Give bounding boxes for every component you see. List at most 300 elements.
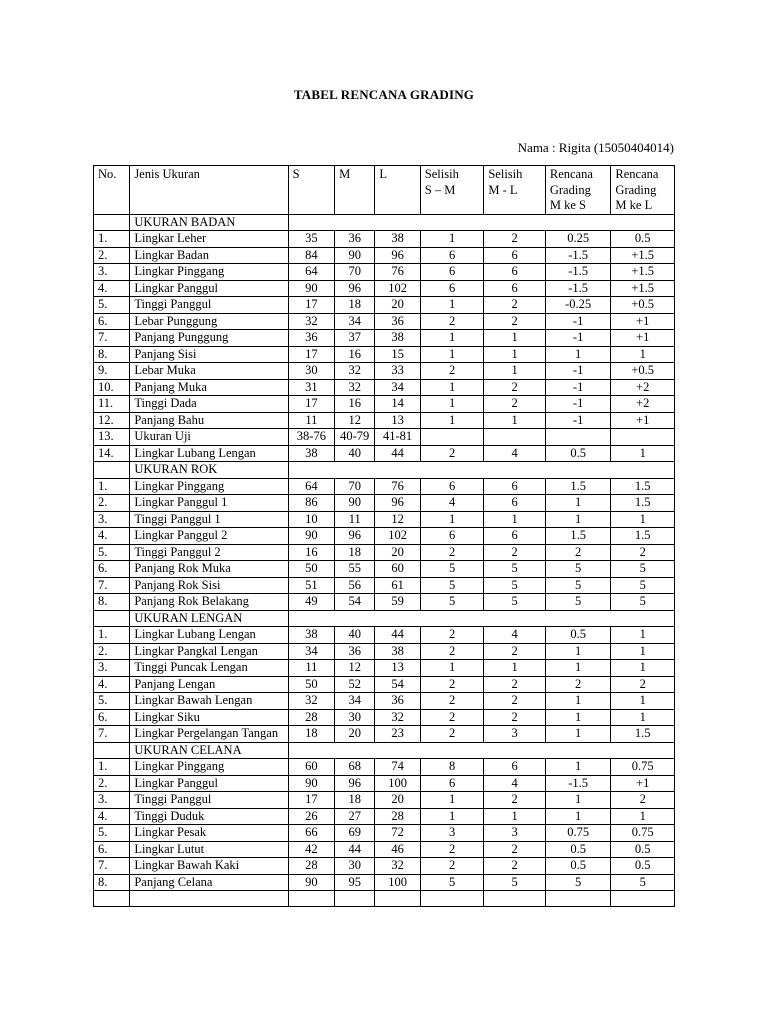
cell-no: 1. bbox=[94, 231, 130, 248]
cell-no: 1. bbox=[94, 759, 130, 776]
cell-m: 70 bbox=[335, 478, 375, 495]
cell-l: 44 bbox=[375, 445, 420, 462]
cell-no: 6. bbox=[94, 841, 130, 858]
table-row bbox=[94, 759, 675, 776]
table-row bbox=[94, 363, 675, 380]
section-filler-cell bbox=[288, 742, 674, 759]
cell-l: 20 bbox=[375, 297, 420, 314]
cell-selisih-sm: 2 bbox=[420, 858, 484, 875]
cell-selisih-sm: 1 bbox=[420, 379, 484, 396]
section-filler-cell bbox=[288, 462, 674, 479]
cell-selisih-sm: 2 bbox=[420, 313, 484, 330]
cell-selisih-sm: 1 bbox=[420, 808, 484, 825]
cell-rencana-s: 1 bbox=[545, 511, 611, 528]
cell-no: 3. bbox=[94, 660, 130, 677]
cell-jenis: Lingkar Pinggang bbox=[130, 478, 288, 495]
header-selisih-m-l: Selisih M - L bbox=[484, 166, 546, 215]
cell-s: 11 bbox=[288, 660, 334, 677]
cell-l: 74 bbox=[375, 759, 420, 776]
cell-s: 60 bbox=[288, 759, 334, 776]
cell-rencana-l: 5 bbox=[611, 561, 675, 578]
cell-jenis: Lingkar Lubang Lengan bbox=[130, 445, 288, 462]
cell-selisih-ml: 4 bbox=[484, 445, 546, 462]
cell-s: 17 bbox=[288, 396, 334, 413]
cell-jenis: Lingkar Badan bbox=[130, 247, 288, 264]
cell-m: 11 bbox=[335, 511, 375, 528]
cell-l: 61 bbox=[375, 577, 420, 594]
cell-rencana-s: 1 bbox=[545, 660, 611, 677]
cell-rencana-l: 0.5 bbox=[611, 841, 675, 858]
table-row bbox=[94, 825, 675, 842]
cell-rencana-s: 1 bbox=[545, 759, 611, 776]
grading-table bbox=[93, 165, 675, 907]
section-no-cell bbox=[94, 610, 130, 627]
cell-m: 54 bbox=[335, 594, 375, 611]
cell-selisih-ml: 1 bbox=[484, 808, 546, 825]
cell-selisih-ml: 5 bbox=[484, 874, 546, 891]
table-row bbox=[94, 264, 675, 281]
cell-l: 96 bbox=[375, 247, 420, 264]
cell-selisih-sm: 8 bbox=[420, 759, 484, 776]
table-row bbox=[94, 561, 675, 578]
cell-s: 31 bbox=[288, 379, 334, 396]
cell-rencana-s: -1 bbox=[545, 313, 611, 330]
cell-l: 33 bbox=[375, 363, 420, 380]
cell-selisih-sm: 4 bbox=[420, 495, 484, 512]
cell-rencana-s: 1.5 bbox=[545, 478, 611, 495]
cell-m: 90 bbox=[335, 495, 375, 512]
cell-rencana-l: 1.5 bbox=[611, 478, 675, 495]
cell-rencana-l: +1 bbox=[611, 330, 675, 347]
cell-no: 10. bbox=[94, 379, 130, 396]
cell-no: 3. bbox=[94, 264, 130, 281]
cell-jenis: Tinggi Panggul bbox=[130, 297, 288, 314]
cell-rencana-l: 2 bbox=[611, 676, 675, 693]
cell-m: 52 bbox=[335, 676, 375, 693]
cell-selisih-sm: 2 bbox=[420, 643, 484, 660]
cell-rencana-l: 2 bbox=[611, 544, 675, 561]
cell-m: 16 bbox=[335, 396, 375, 413]
cell-selisih-sm: 6 bbox=[420, 775, 484, 792]
cell-m: 56 bbox=[335, 577, 375, 594]
cell-s: 36 bbox=[288, 330, 334, 347]
cell-l: 23 bbox=[375, 726, 420, 743]
cell-jenis: Lingkar Panggul bbox=[130, 775, 288, 792]
cell-selisih-ml: 1 bbox=[484, 363, 546, 380]
cell-selisih-ml: 2 bbox=[484, 231, 546, 248]
cell-s: 64 bbox=[288, 264, 334, 281]
cell-rencana-s: 1 bbox=[545, 346, 611, 363]
cell-no: 14. bbox=[94, 445, 130, 462]
cell-rencana-l: 0.75 bbox=[611, 759, 675, 776]
cell-m: 90 bbox=[335, 247, 375, 264]
cell-jenis: Tinggi Duduk bbox=[130, 808, 288, 825]
table-row bbox=[94, 379, 675, 396]
cell-selisih-sm: 6 bbox=[420, 247, 484, 264]
cell-selisih-sm: 2 bbox=[420, 544, 484, 561]
cell-rencana-s: -1.5 bbox=[545, 280, 611, 297]
cell-jenis: Tinggi Puncak Lengan bbox=[130, 660, 288, 677]
table-row bbox=[94, 709, 675, 726]
cell-rencana-l: 1 bbox=[611, 627, 675, 644]
table-row bbox=[94, 808, 675, 825]
cell-s: 49 bbox=[288, 594, 334, 611]
cell-m: 96 bbox=[335, 280, 375, 297]
cell-rencana-l: 1 bbox=[611, 643, 675, 660]
cell-m: 34 bbox=[335, 693, 375, 710]
cell-jenis: Tinggi Panggul bbox=[130, 792, 288, 809]
cell-m: 30 bbox=[335, 709, 375, 726]
cell-s: 28 bbox=[288, 709, 334, 726]
header-row bbox=[94, 166, 675, 215]
cell-m: 36 bbox=[335, 643, 375, 660]
cell-m: 18 bbox=[335, 297, 375, 314]
cell-selisih-ml: 2 bbox=[484, 676, 546, 693]
cell-selisih-sm: 2 bbox=[420, 676, 484, 693]
cell-selisih-ml: 1 bbox=[484, 412, 546, 429]
table-row bbox=[94, 775, 675, 792]
cell-rencana-s: -1 bbox=[545, 412, 611, 429]
cell-selisih-ml: 2 bbox=[484, 709, 546, 726]
cell-l: 34 bbox=[375, 379, 420, 396]
cell-no: 5. bbox=[94, 693, 130, 710]
cell-rencana-s: 1 bbox=[545, 726, 611, 743]
cell-jenis: Panjang Punggung bbox=[130, 330, 288, 347]
cell-l: 38 bbox=[375, 231, 420, 248]
cell-selisih-ml: 5 bbox=[484, 561, 546, 578]
cell-selisih-sm: 1 bbox=[420, 660, 484, 677]
cell-l: 46 bbox=[375, 841, 420, 858]
header-jenis-ukuran: Jenis Ukuran bbox=[130, 166, 288, 215]
cell-selisih-sm: 1 bbox=[420, 792, 484, 809]
cell-rencana-s bbox=[545, 429, 611, 446]
cell-selisih-sm: 1 bbox=[420, 346, 484, 363]
student-name: Nama : Rigita (15050404014) bbox=[517, 140, 674, 155]
table-row bbox=[94, 643, 675, 660]
cell-selisih-sm: 5 bbox=[420, 577, 484, 594]
cell-rencana-l: +2 bbox=[611, 396, 675, 413]
cell-selisih-sm: 6 bbox=[420, 478, 484, 495]
table-row bbox=[94, 726, 675, 743]
cell-s: 16 bbox=[288, 544, 334, 561]
empty-cell bbox=[484, 891, 546, 907]
cell-m: 96 bbox=[335, 775, 375, 792]
cell-m: 40-79 bbox=[335, 429, 375, 446]
cell-m: 16 bbox=[335, 346, 375, 363]
empty-cell bbox=[611, 891, 675, 907]
cell-rencana-l: +1.5 bbox=[611, 264, 675, 281]
empty-cell bbox=[375, 891, 420, 907]
cell-no: 6. bbox=[94, 313, 130, 330]
cell-rencana-l: +1 bbox=[611, 775, 675, 792]
cell-s: 17 bbox=[288, 297, 334, 314]
cell-selisih-ml: 2 bbox=[484, 396, 546, 413]
cell-no: 3. bbox=[94, 511, 130, 528]
cell-selisih-ml: 1 bbox=[484, 660, 546, 677]
cell-l: 102 bbox=[375, 528, 420, 545]
empty-cell bbox=[420, 891, 484, 907]
cell-rencana-s: -1.5 bbox=[545, 775, 611, 792]
cell-rencana-l: 5 bbox=[611, 594, 675, 611]
section-title: UKURAN BADAN bbox=[130, 214, 288, 231]
cell-s: 84 bbox=[288, 247, 334, 264]
cell-no: 7. bbox=[94, 577, 130, 594]
cell-selisih-ml: 2 bbox=[484, 643, 546, 660]
cell-jenis: Lebar Muka bbox=[130, 363, 288, 380]
table-row bbox=[94, 577, 675, 594]
cell-rencana-l: 1.5 bbox=[611, 528, 675, 545]
cell-s: 17 bbox=[288, 792, 334, 809]
cell-no: 7. bbox=[94, 330, 130, 347]
table-row bbox=[94, 627, 675, 644]
cell-m: 20 bbox=[335, 726, 375, 743]
cell-selisih-sm: 5 bbox=[420, 594, 484, 611]
cell-m: 70 bbox=[335, 264, 375, 281]
cell-m: 68 bbox=[335, 759, 375, 776]
empty-row bbox=[94, 891, 675, 907]
cell-s: 11 bbox=[288, 412, 334, 429]
section-row bbox=[94, 610, 675, 627]
cell-rencana-s: 0.5 bbox=[545, 841, 611, 858]
cell-l: 14 bbox=[375, 396, 420, 413]
cell-selisih-ml: 6 bbox=[484, 495, 546, 512]
cell-no: 4. bbox=[94, 808, 130, 825]
table-row bbox=[94, 297, 675, 314]
cell-s: 90 bbox=[288, 874, 334, 891]
table-row bbox=[94, 511, 675, 528]
cell-selisih-sm: 2 bbox=[420, 726, 484, 743]
cell-s: 86 bbox=[288, 495, 334, 512]
cell-no: 3. bbox=[94, 792, 130, 809]
cell-no: 5. bbox=[94, 825, 130, 842]
table-row bbox=[94, 412, 675, 429]
cell-selisih-ml: 2 bbox=[484, 544, 546, 561]
cell-l: 13 bbox=[375, 660, 420, 677]
cell-jenis: Tinggi Dada bbox=[130, 396, 288, 413]
cell-selisih-ml: 2 bbox=[484, 841, 546, 858]
cell-l: 72 bbox=[375, 825, 420, 842]
section-row bbox=[94, 214, 675, 231]
cell-s: 50 bbox=[288, 561, 334, 578]
table-row bbox=[94, 660, 675, 677]
cell-rencana-s: 1 bbox=[545, 792, 611, 809]
cell-l: 13 bbox=[375, 412, 420, 429]
cell-m: 12 bbox=[335, 660, 375, 677]
cell-rencana-s: -1 bbox=[545, 330, 611, 347]
cell-rencana-l: 1 bbox=[611, 709, 675, 726]
cell-jenis: Lingkar Pesak bbox=[130, 825, 288, 842]
table-row bbox=[94, 528, 675, 545]
section-title: UKURAN ROK bbox=[130, 462, 288, 479]
cell-m: 32 bbox=[335, 363, 375, 380]
cell-rencana-s: 0.5 bbox=[545, 445, 611, 462]
cell-selisih-ml: 2 bbox=[484, 297, 546, 314]
cell-rencana-s: -1.5 bbox=[545, 264, 611, 281]
cell-selisih-sm: 1 bbox=[420, 412, 484, 429]
cell-l: 36 bbox=[375, 693, 420, 710]
cell-no: 5. bbox=[94, 297, 130, 314]
cell-rencana-l: 5 bbox=[611, 874, 675, 891]
cell-s: 28 bbox=[288, 858, 334, 875]
cell-m: 27 bbox=[335, 808, 375, 825]
cell-no: 11. bbox=[94, 396, 130, 413]
cell-l: 100 bbox=[375, 775, 420, 792]
cell-rencana-l: +1 bbox=[611, 313, 675, 330]
cell-s: 10 bbox=[288, 511, 334, 528]
cell-no: 2. bbox=[94, 495, 130, 512]
cell-rencana-s: 5 bbox=[545, 577, 611, 594]
table-row bbox=[94, 874, 675, 891]
cell-m: 36 bbox=[335, 231, 375, 248]
cell-rencana-s: 1.5 bbox=[545, 528, 611, 545]
cell-rencana-l: +0.5 bbox=[611, 363, 675, 380]
cell-no: 5. bbox=[94, 544, 130, 561]
cell-l: 20 bbox=[375, 544, 420, 561]
cell-m: 34 bbox=[335, 313, 375, 330]
cell-selisih-sm: 1 bbox=[420, 231, 484, 248]
cell-no: 6. bbox=[94, 709, 130, 726]
cell-selisih-ml: 4 bbox=[484, 775, 546, 792]
cell-s: 30 bbox=[288, 363, 334, 380]
cell-jenis: Panjang Lengan bbox=[130, 676, 288, 693]
table-row bbox=[94, 396, 675, 413]
cell-selisih-ml: 3 bbox=[484, 726, 546, 743]
cell-l: 28 bbox=[375, 808, 420, 825]
cell-jenis: Tinggi Panggul 2 bbox=[130, 544, 288, 561]
cell-rencana-s: 1 bbox=[545, 643, 611, 660]
cell-rencana-l: 1.5 bbox=[611, 726, 675, 743]
table-row bbox=[94, 231, 675, 248]
cell-l: 38 bbox=[375, 643, 420, 660]
cell-rencana-l: 1 bbox=[611, 660, 675, 677]
cell-rencana-l: 0.5 bbox=[611, 231, 675, 248]
cell-rencana-s: 1 bbox=[545, 693, 611, 710]
section-filler-cell bbox=[288, 214, 674, 231]
table-row bbox=[94, 792, 675, 809]
cell-selisih-sm: 2 bbox=[420, 693, 484, 710]
table-row bbox=[94, 676, 675, 693]
empty-cell bbox=[545, 891, 611, 907]
cell-jenis: Lingkar Panggul bbox=[130, 280, 288, 297]
table-body bbox=[94, 214, 675, 907]
cell-rencana-l: +1.5 bbox=[611, 247, 675, 264]
cell-rencana-s: -1.5 bbox=[545, 247, 611, 264]
cell-rencana-l: +1.5 bbox=[611, 280, 675, 297]
cell-rencana-s: 1 bbox=[545, 808, 611, 825]
cell-rencana-s: -1 bbox=[545, 363, 611, 380]
cell-l: 60 bbox=[375, 561, 420, 578]
cell-rencana-s: 0.75 bbox=[545, 825, 611, 842]
cell-jenis: Panjang Rok Sisi bbox=[130, 577, 288, 594]
cell-no: 8. bbox=[94, 346, 130, 363]
cell-jenis: Lingkar Pergelangan Tangan bbox=[130, 726, 288, 743]
table-row bbox=[94, 247, 675, 264]
table-row bbox=[94, 693, 675, 710]
section-no-cell bbox=[94, 462, 130, 479]
empty-cell bbox=[335, 891, 375, 907]
cell-s: 90 bbox=[288, 528, 334, 545]
cell-no: 4. bbox=[94, 528, 130, 545]
cell-rencana-s: 5 bbox=[545, 594, 611, 611]
cell-l: 96 bbox=[375, 495, 420, 512]
cell-jenis: Panjang Celana bbox=[130, 874, 288, 891]
cell-rencana-l: 1 bbox=[611, 693, 675, 710]
cell-s: 32 bbox=[288, 313, 334, 330]
cell-l: 54 bbox=[375, 676, 420, 693]
cell-rencana-l: 5 bbox=[611, 577, 675, 594]
cell-selisih-sm: 2 bbox=[420, 627, 484, 644]
cell-rencana-l: 1 bbox=[611, 511, 675, 528]
cell-jenis: Lingkar Lutut bbox=[130, 841, 288, 858]
cell-selisih-sm: 1 bbox=[420, 330, 484, 347]
cell-jenis: Lingkar Pinggang bbox=[130, 264, 288, 281]
cell-m: 18 bbox=[335, 792, 375, 809]
cell-m: 37 bbox=[335, 330, 375, 347]
cell-no: 4. bbox=[94, 676, 130, 693]
cell-no: 2. bbox=[94, 643, 130, 660]
header-rencana-m-ke-s: Rencana Grading M ke S bbox=[545, 166, 611, 215]
cell-selisih-sm: 1 bbox=[420, 297, 484, 314]
cell-selisih-ml: 3 bbox=[484, 825, 546, 842]
cell-m: 55 bbox=[335, 561, 375, 578]
cell-s: 17 bbox=[288, 346, 334, 363]
cell-l: 36 bbox=[375, 313, 420, 330]
cell-jenis: Lingkar Pangkal Lengan bbox=[130, 643, 288, 660]
cell-l: 12 bbox=[375, 511, 420, 528]
table-row bbox=[94, 594, 675, 611]
cell-selisih-ml: 6 bbox=[484, 247, 546, 264]
cell-no: 2. bbox=[94, 775, 130, 792]
cell-jenis: Panjang Bahu bbox=[130, 412, 288, 429]
cell-m: 18 bbox=[335, 544, 375, 561]
cell-no: 4. bbox=[94, 280, 130, 297]
cell-s: 38 bbox=[288, 627, 334, 644]
cell-m: 40 bbox=[335, 627, 375, 644]
cell-jenis: Lingkar Panggul 2 bbox=[130, 528, 288, 545]
cell-jenis: Lingkar Panggul 1 bbox=[130, 495, 288, 512]
cell-no: 2. bbox=[94, 247, 130, 264]
cell-selisih-ml: 6 bbox=[484, 264, 546, 281]
table-row bbox=[94, 429, 675, 446]
cell-rencana-l: +1 bbox=[611, 412, 675, 429]
table-row bbox=[94, 330, 675, 347]
cell-rencana-l: 2 bbox=[611, 792, 675, 809]
cell-jenis: Panjang Rok Belakang bbox=[130, 594, 288, 611]
cell-rencana-l: +0.5 bbox=[611, 297, 675, 314]
cell-l: 102 bbox=[375, 280, 420, 297]
cell-m: 40 bbox=[335, 445, 375, 462]
cell-selisih-sm: 6 bbox=[420, 528, 484, 545]
table-row bbox=[94, 858, 675, 875]
cell-jenis: Lingkar Bawah Lengan bbox=[130, 693, 288, 710]
cell-selisih-sm: 1 bbox=[420, 396, 484, 413]
cell-selisih-ml: 2 bbox=[484, 693, 546, 710]
cell-jenis: Panjang Rok Muka bbox=[130, 561, 288, 578]
cell-m: 44 bbox=[335, 841, 375, 858]
empty-cell bbox=[130, 891, 288, 907]
cell-jenis: Lingkar Siku bbox=[130, 709, 288, 726]
cell-jenis: Tinggi Panggul 1 bbox=[130, 511, 288, 528]
cell-rencana-s: -1 bbox=[545, 396, 611, 413]
cell-s: 90 bbox=[288, 280, 334, 297]
cell-selisih-ml: 6 bbox=[484, 759, 546, 776]
cell-selisih-ml bbox=[484, 429, 546, 446]
cell-selisih-sm: 5 bbox=[420, 874, 484, 891]
cell-selisih-ml: 1 bbox=[484, 346, 546, 363]
cell-s: 18 bbox=[288, 726, 334, 743]
cell-l: 32 bbox=[375, 709, 420, 726]
cell-m: 95 bbox=[335, 874, 375, 891]
